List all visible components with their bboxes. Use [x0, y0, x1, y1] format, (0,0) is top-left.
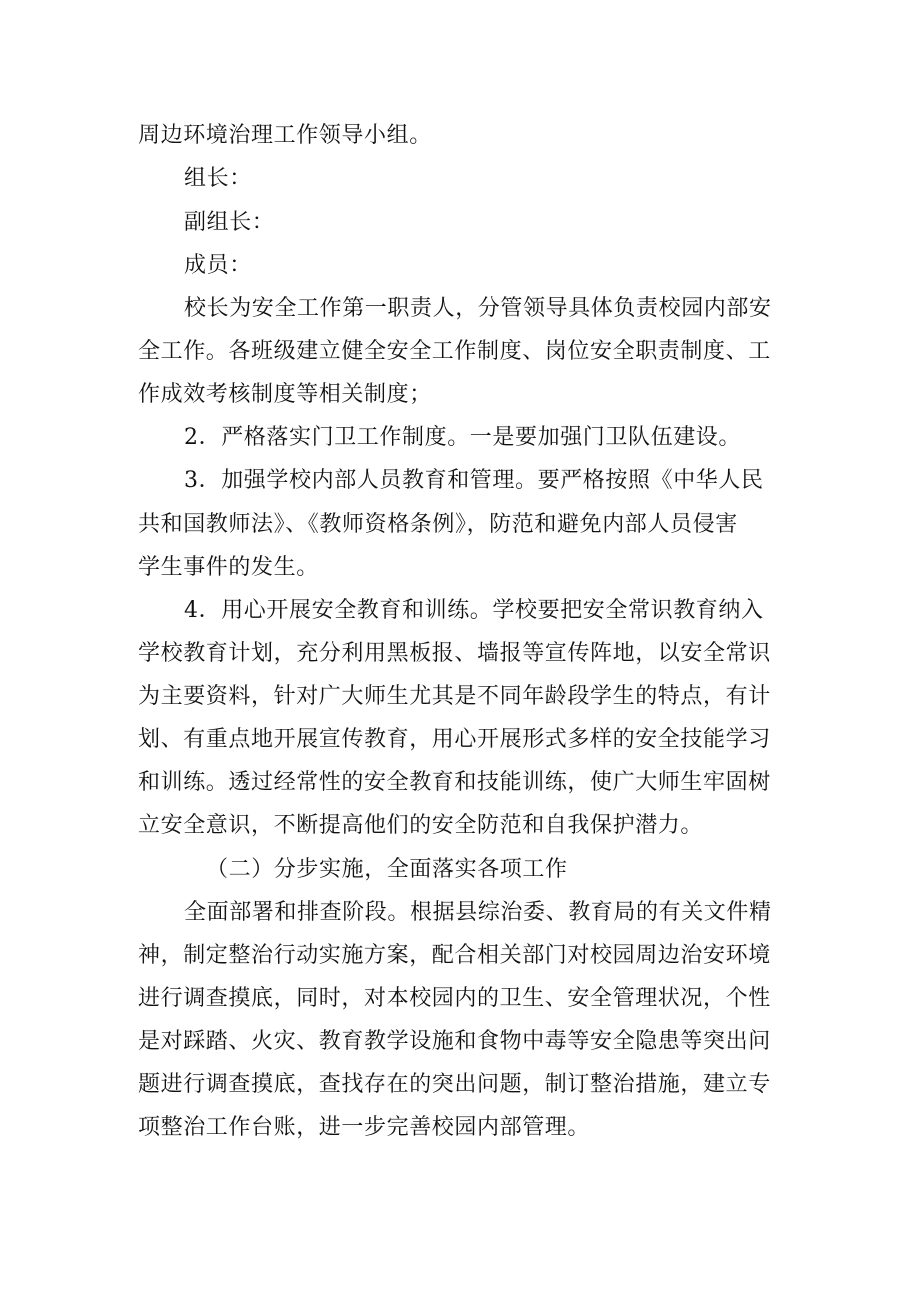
- text-line: 作成效考核制度等相关制度；: [138, 382, 432, 407]
- text-line: 周边环境治理工作领导小组。: [138, 123, 432, 148]
- text-line: 副组长：: [184, 210, 275, 235]
- text-line: 进行调查摸底，同时，对本校园内的卫生、安全管理状况，个性: [138, 986, 771, 1011]
- text-line: 神，制定整治行动实施方案，配合相关部门对校园周边治安环境: [138, 943, 771, 968]
- text-line: 学生事件的发生。: [138, 555, 319, 580]
- text-line: 项整治工作台账，进一步完善校园内部管理。: [138, 1115, 591, 1140]
- text-line: 为主要资料，针对广大师生尤其是不同年龄段学生的特点，有计: [138, 684, 771, 709]
- text-line: 2．严格落实门卫工作制度。一是要加强门卫队伍建设。: [184, 425, 741, 450]
- text-line: 3．加强学校内部人员教育和管理。要严格按照《中华人民: [184, 468, 764, 493]
- section-heading: （二）分步实施，全面落实各项工作: [206, 857, 568, 882]
- text-line: 全工作。各班级建立健全安全工作制度、岗位安全职责制度、工: [138, 339, 771, 364]
- text-line: 和训练。透过经常性的安全教育和技能训练，使广大师生牢固树: [138, 770, 771, 795]
- text-line: 全面部署和排查阶段。根据县综治委、教育局的有关文件精: [184, 900, 772, 925]
- text-line: 是对踩踏、火灾、教育教学设施和食物中毒等安全隐患等突出问: [138, 1029, 771, 1054]
- text-line: 成员：: [184, 253, 252, 278]
- text-line: 4．用心开展安全教育和训练。学校要把安全常识教育纳入: [184, 598, 764, 623]
- text-line: 学校教育计划，充分利用黑板报、墙报等宣传阵地，以安全常识: [138, 641, 771, 666]
- text-line: 划、有重点地开展宣传教育，用心开展形式多样的安全技能学习: [138, 727, 771, 752]
- text-line: 组长：: [184, 166, 252, 191]
- text-line: 校长为安全工作第一职责人，分管领导具体负责校园内部安: [184, 296, 772, 321]
- text-line: 立安全意识，不断提高他们的安全防范和自我保护潜力。: [138, 813, 704, 838]
- text-line: 共和国教师法》、《教师资格条例》，防范和避免内部人员侵害: [138, 512, 738, 537]
- text-line: 题进行调查摸底，查找存在的突出问题，制订整治措施，建立专: [138, 1072, 771, 1097]
